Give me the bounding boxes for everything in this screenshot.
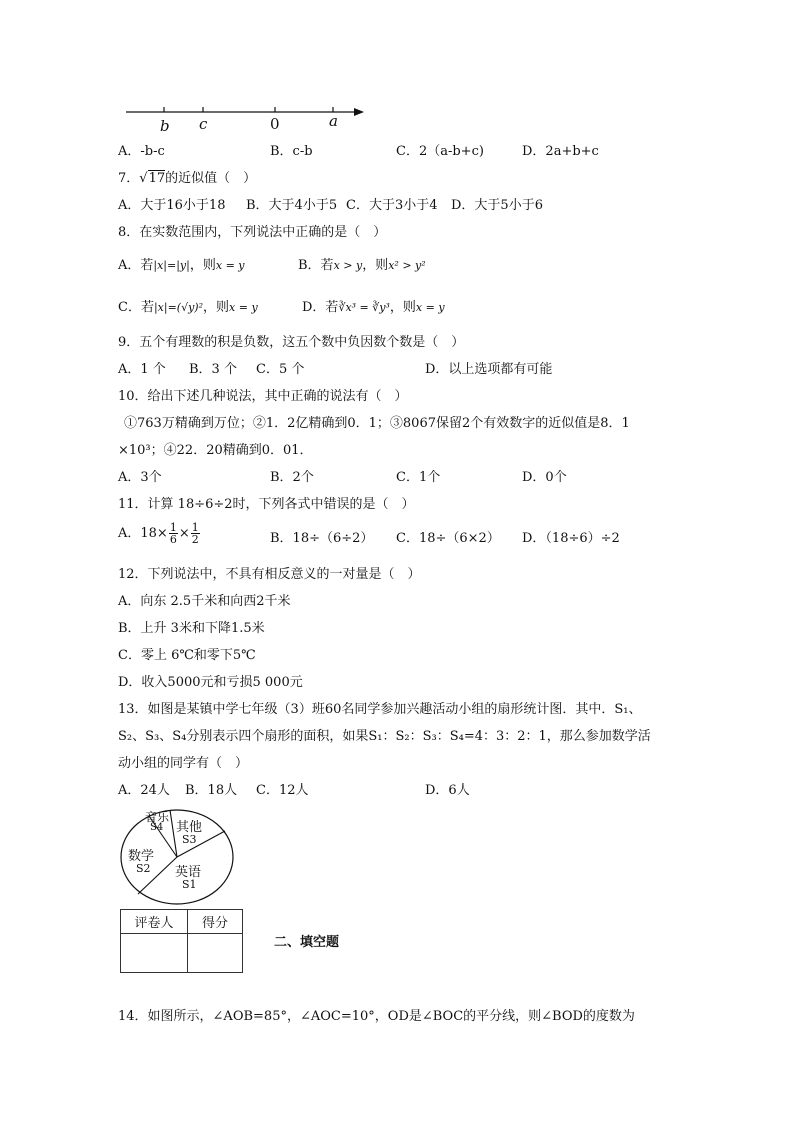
q8-a-condition: |x|=|y| (153, 259, 190, 272)
q13-option-b: B．18人 (185, 783, 238, 798)
q11-option-d: D．（18÷6）÷2 (522, 531, 620, 546)
q12-option-c: C．零上 6℃和零下5℃ (118, 648, 256, 663)
q8-stem: 8．在实数范围内，下列说法中正确的是（ ） (118, 225, 387, 240)
q7-number: 7． (118, 171, 140, 186)
q7-radicand: 17 (148, 171, 166, 186)
q7-option-c: C．大于3小于4 (346, 198, 438, 213)
q11-option-a: A．18× $\frac{1}{6}$ × $\frac{1}{2}$ (118, 521, 199, 546)
q7-option-a: A．大于16小于18 (118, 198, 226, 213)
q10-option-c: C．1个 (396, 470, 441, 485)
q6-option-d: D．2a+b+c (522, 144, 599, 159)
q13-stem-3: 动小组的同学有（ ） (118, 756, 249, 771)
q7-option-d: D．大于5小于6 (451, 198, 543, 213)
label-0: 0 (270, 115, 280, 133)
pie-label-s4: S4 (150, 822, 164, 833)
q8-option-a: A．若|x|=|y|，则x = y (118, 258, 245, 273)
q7-stem (118, 170, 256, 188)
label-a: a (329, 112, 338, 130)
q8-b-result: x² > y² (388, 259, 426, 272)
pie-label-other: 其他 (176, 820, 203, 835)
q9-option-b: B．3 个 (189, 362, 237, 377)
score-table-score-cell[interactable] (188, 934, 243, 973)
q8-b-condition: x > y (333, 259, 363, 272)
pie-label-s3: S3 (182, 833, 197, 846)
label-b: b (160, 117, 170, 135)
sqrt-icon: √ (139, 171, 148, 186)
q8-d-condition: ∛x³ = ∛y³ (338, 301, 390, 314)
q10-statements-2: ×10³；④22．20精确到0．01． (118, 443, 313, 458)
q6-option-b: B．c-b (270, 144, 313, 159)
pie-label-english: 英语 (175, 865, 202, 880)
q9-stem: 9．五个有理数的积是负数，这五个数中负因数个数是（ ） (118, 335, 465, 350)
number-line-arrow (354, 108, 364, 116)
q8-option-c: C．若|x|=(√y)²，则x = y (118, 300, 258, 315)
q7-text: 的近似值（ ） (165, 171, 257, 186)
q10-option-a: A．3个 (118, 470, 162, 485)
q8-c-result: x = y (229, 301, 258, 314)
q13-option-d: D．6人 (425, 783, 470, 798)
q6-option-a: A．-b-c (118, 144, 165, 159)
score-table (120, 909, 243, 973)
section-title: 二、填空题 (274, 935, 340, 950)
q13-stem-2: S₂、S₃、S₄分别表示四个扇形的面积，如果S₁：S₂：S₃：S₄=4：3：2：1，那么参加数学活 (118, 729, 651, 744)
pie-label-music: 音乐 (145, 810, 170, 824)
q10-stem: 10．给出下述几种说法，其中正确的说法有（ ） (118, 389, 408, 404)
score-table-header-score: 得分 (188, 910, 243, 934)
score-table-reviewer-cell[interactable] (121, 934, 188, 973)
q7-option-b: B．大于4小于5 (246, 198, 338, 213)
q10-statements-1: ①763万精确到万位；②1．2亿精确到0．1；③8067保留2个有效数字的近似值是8．1 (124, 416, 630, 431)
number-line (118, 100, 378, 140)
pie-label-s1: S1 (182, 878, 197, 891)
q9-option-a: A．1 个 (118, 362, 166, 377)
q13-stem-1: 13．如图是某镇中学七年级（3）班60名同学参加兴趣活动小组的扇形统计图．其中．S₁、 (118, 702, 642, 717)
pie-label-s2: S2 (136, 862, 151, 875)
label-c: c (199, 115, 208, 133)
q13-option-a: A．24人 (118, 783, 170, 798)
q11-fraction-2: $\frac{1}{2}$ (191, 521, 199, 546)
q6-option-c: C．2（a-b+c) (396, 144, 484, 159)
q11-fraction-1: $\frac{1}{6}$ (169, 521, 177, 546)
q10-option-d: D．0个 (522, 470, 567, 485)
q8-d-result: x = y (415, 301, 445, 314)
q8-a-result: x = y (215, 259, 245, 272)
pie-label-math: 数学 (128, 849, 155, 864)
q8-c-condition: |x|=(√y)² (153, 301, 204, 314)
q11-option-b: B．18÷（6÷2） (270, 531, 374, 546)
q11-option-c: C．18÷（6×2） (396, 531, 500, 546)
q13-option-c: C．12人 (256, 783, 309, 798)
q12-option-d: D．收入5000元和亏损5 000元 (118, 675, 303, 690)
q10-option-b: B．2个 (270, 470, 314, 485)
q8-option-d: D．若∛x³ = ∛y³，则x = y (302, 300, 445, 315)
q12-stem: 12．下列说法中，不具有相反意义的一对量是（ ） (118, 567, 421, 582)
q12-option-b: B．上升 3米和下降1.5米 (118, 621, 265, 636)
q9-option-c: C．5 个 (256, 362, 305, 377)
score-table-header-reviewer: 评卷人 (121, 910, 188, 934)
q14-stem: 14．如图所示，∠AOB=85°，∠AOC=10°，OD是∠BOC的平分线，则∠BOD的度数为 (118, 1009, 635, 1024)
q11-stem: 11．计算 18÷6÷2时，下列各式中错误的是（ ） (118, 497, 415, 512)
q12-option-a: A．向东 2.5千米和向西2千米 (118, 594, 291, 609)
q9-option-d: D．以上选项都有可能 (425, 362, 553, 377)
q8-option-b: B．若x > y，则x² > y² (298, 258, 426, 273)
